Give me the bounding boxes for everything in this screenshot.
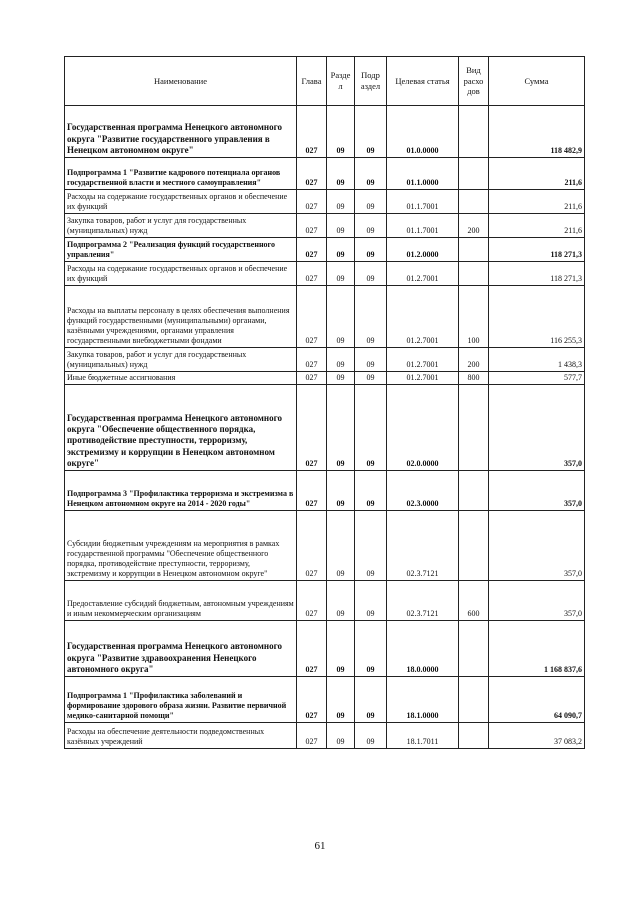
table-row [65,158,585,190]
row-razdel: 09 [327,286,355,348]
table-row [65,106,585,158]
header-podrazdel: Подр аздел [355,57,387,106]
row-name: Предоставление субсидий бюджетным, автономным учреждениям и иным некоммерческим организациям [65,581,297,621]
row-name: Подпрограмма 1 "Профилактика заболеваний и формирование здорового образа жизни. Развитие первичной медико-санитарной помощи" [65,677,297,723]
row-glava: 027 [297,621,327,677]
row-tsel: 02.3.7121 [387,581,459,621]
row-vid [459,158,489,190]
row-razdel: 09 [327,723,355,749]
row-podrazdel: 09 [355,348,387,372]
row-name: Государственная программа Ненецкого автономного округа "Обеспечение общественного порядка, противодействие преступности, терроризму, экстремизму и коррупции в Ненецком автономном округе" [65,385,297,471]
row-glava: 027 [297,723,327,749]
row-razdel: 09 [327,214,355,238]
row-glava: 027 [297,214,327,238]
row-vid: 600 [459,581,489,621]
row-podrazdel: 09 [355,214,387,238]
row-tsel: 01.0.0000 [387,106,459,158]
row-name: Расходы на содержание государственных органов и обеспечение их функций [65,190,297,214]
row-vid [459,723,489,749]
table-row [65,723,585,749]
table-row [65,471,585,511]
table-row [65,372,585,385]
row-name: Расходы на содержание государственных органов и обеспечение их функций [65,262,297,286]
row-podrazdel: 09 [355,511,387,581]
row-podrazdel: 09 [355,581,387,621]
row-name: Подпрограмма 1 "Развитие кадрового потенциала органов государственной власти и местного самоуправления" [65,158,297,190]
row-summa: 1 168 837,6 [489,621,585,677]
row-vid: 200 [459,348,489,372]
row-glava: 027 [297,286,327,348]
table-row [65,385,585,471]
row-podrazdel: 09 [355,723,387,749]
row-tsel: 18.1.0000 [387,677,459,723]
row-tsel: 02.3.0000 [387,471,459,511]
row-tsel: 01.1.7001 [387,214,459,238]
row-podrazdel: 09 [355,158,387,190]
row-tsel: 18.0.0000 [387,621,459,677]
header-tsel: Целевая статья [387,57,459,106]
row-name: Подпрограмма 3 "Профилактика терроризма и экстремизма в Ненецком автономном округе на 2014 - 2020 годы" [65,471,297,511]
row-razdel: 09 [327,511,355,581]
row-podrazdel: 09 [355,621,387,677]
row-glava: 027 [297,511,327,581]
row-glava: 027 [297,190,327,214]
row-razdel: 09 [327,471,355,511]
row-vid: 100 [459,286,489,348]
table-row [65,511,585,581]
row-vid [459,471,489,511]
header-vid: Вид расхо дов [459,57,489,106]
table-row [65,621,585,677]
row-name: Государственная программа Ненецкого автономного округа "Развитие государственного управления в Ненецком автономном округе" [65,106,297,158]
row-tsel: 02.0.0000 [387,385,459,471]
row-glava: 027 [297,348,327,372]
table-header-row [65,57,585,106]
row-tsel: 01.2.7001 [387,262,459,286]
row-summa: 118 482,9 [489,106,585,158]
row-vid [459,238,489,262]
row-summa: 64 090,7 [489,677,585,723]
row-podrazdel: 09 [355,262,387,286]
row-glava: 027 [297,385,327,471]
row-tsel: 02.3.7121 [387,511,459,581]
row-name: Иные бюджетные ассигнования [65,372,297,385]
table-row [65,262,585,286]
row-tsel: 01.1.0000 [387,158,459,190]
row-razdel: 09 [327,385,355,471]
row-vid [459,511,489,581]
row-summa: 577,7 [489,372,585,385]
table-row [65,286,585,348]
row-vid: 800 [459,372,489,385]
row-razdel: 09 [327,190,355,214]
row-summa: 1 438,3 [489,348,585,372]
table-row [65,190,585,214]
row-vid [459,190,489,214]
row-summa: 357,0 [489,471,585,511]
row-vid [459,106,489,158]
row-glava: 027 [297,581,327,621]
row-summa: 357,0 [489,581,585,621]
row-glava: 027 [297,372,327,385]
row-podrazdel: 09 [355,471,387,511]
row-tsel: 01.1.7001 [387,190,459,214]
row-podrazdel: 09 [355,385,387,471]
row-summa: 118 271,3 [489,238,585,262]
row-razdel: 09 [327,581,355,621]
row-name: Государственная программа Ненецкого автономного округа "Развитие здравоохранения Ненецкого автономного округа" [65,621,297,677]
row-vid [459,621,489,677]
row-razdel: 09 [327,106,355,158]
row-name: Расходы на обеспечение деятельности подведомственных казённых учреждений [65,723,297,749]
table-row [65,238,585,262]
row-summa: 116 255,3 [489,286,585,348]
row-summa: 211,6 [489,158,585,190]
row-podrazdel: 09 [355,106,387,158]
row-glava: 027 [297,238,327,262]
header-glava: Глава [297,57,327,106]
row-glava: 027 [297,471,327,511]
row-tsel: 01.2.7001 [387,372,459,385]
row-glava: 027 [297,106,327,158]
row-summa: 211,6 [489,190,585,214]
table-row [65,581,585,621]
budget-table [64,56,585,749]
row-razdel: 09 [327,372,355,385]
row-summa: 118 271,3 [489,262,585,286]
row-name: Закупка товаров, работ и услуг для государственных (муниципальных) нужд [65,214,297,238]
row-razdel: 09 [327,238,355,262]
row-name: Закупка товаров, работ и услуг для государственных (муниципальных) нужд [65,348,297,372]
header-razdel: Разде л [327,57,355,106]
page-number: 61 [314,840,326,852]
row-glava: 027 [297,158,327,190]
header-summa: Сумма [489,57,585,106]
row-podrazdel: 09 [355,677,387,723]
row-podrazdel: 09 [355,190,387,214]
row-podrazdel: 09 [355,238,387,262]
row-vid: 200 [459,214,489,238]
row-vid [459,385,489,471]
row-podrazdel: 09 [355,372,387,385]
table-row [65,677,585,723]
row-summa: 37 083,2 [489,723,585,749]
row-summa: 357,0 [489,385,585,471]
header-name: Наименование [65,57,297,106]
row-razdel: 09 [327,158,355,190]
row-glava: 027 [297,677,327,723]
table-row [65,214,585,238]
row-summa: 357,0 [489,511,585,581]
row-summa: 211,6 [489,214,585,238]
row-razdel: 09 [327,677,355,723]
row-glava: 027 [297,262,327,286]
row-razdel: 09 [327,348,355,372]
row-vid [459,677,489,723]
row-vid [459,262,489,286]
row-tsel: 01.2.7001 [387,286,459,348]
row-name: Субсидии бюджетным учреждениям на мероприятия в рамках государственной программы "Обеспечение общественного порядка, противодействие преступности, терроризму, экстремизму и коррупции в Ненецком автономном округе" [65,511,297,581]
row-razdel: 09 [327,262,355,286]
row-name: Подпрограмма 2 "Реализация функций государственного управления" [65,238,297,262]
row-name: Расходы на выплаты персоналу в целях обеспечения выполнения функций государственными (муниципальными) органами, казёнными учреждениями, органами управления государственными внебюджетными фондами [65,286,297,348]
row-razdel: 09 [327,621,355,677]
row-tsel: 01.2.7001 [387,348,459,372]
row-tsel: 18.1.7011 [387,723,459,749]
row-tsel: 01.2.0000 [387,238,459,262]
table-row [65,348,585,372]
row-podrazdel: 09 [355,286,387,348]
